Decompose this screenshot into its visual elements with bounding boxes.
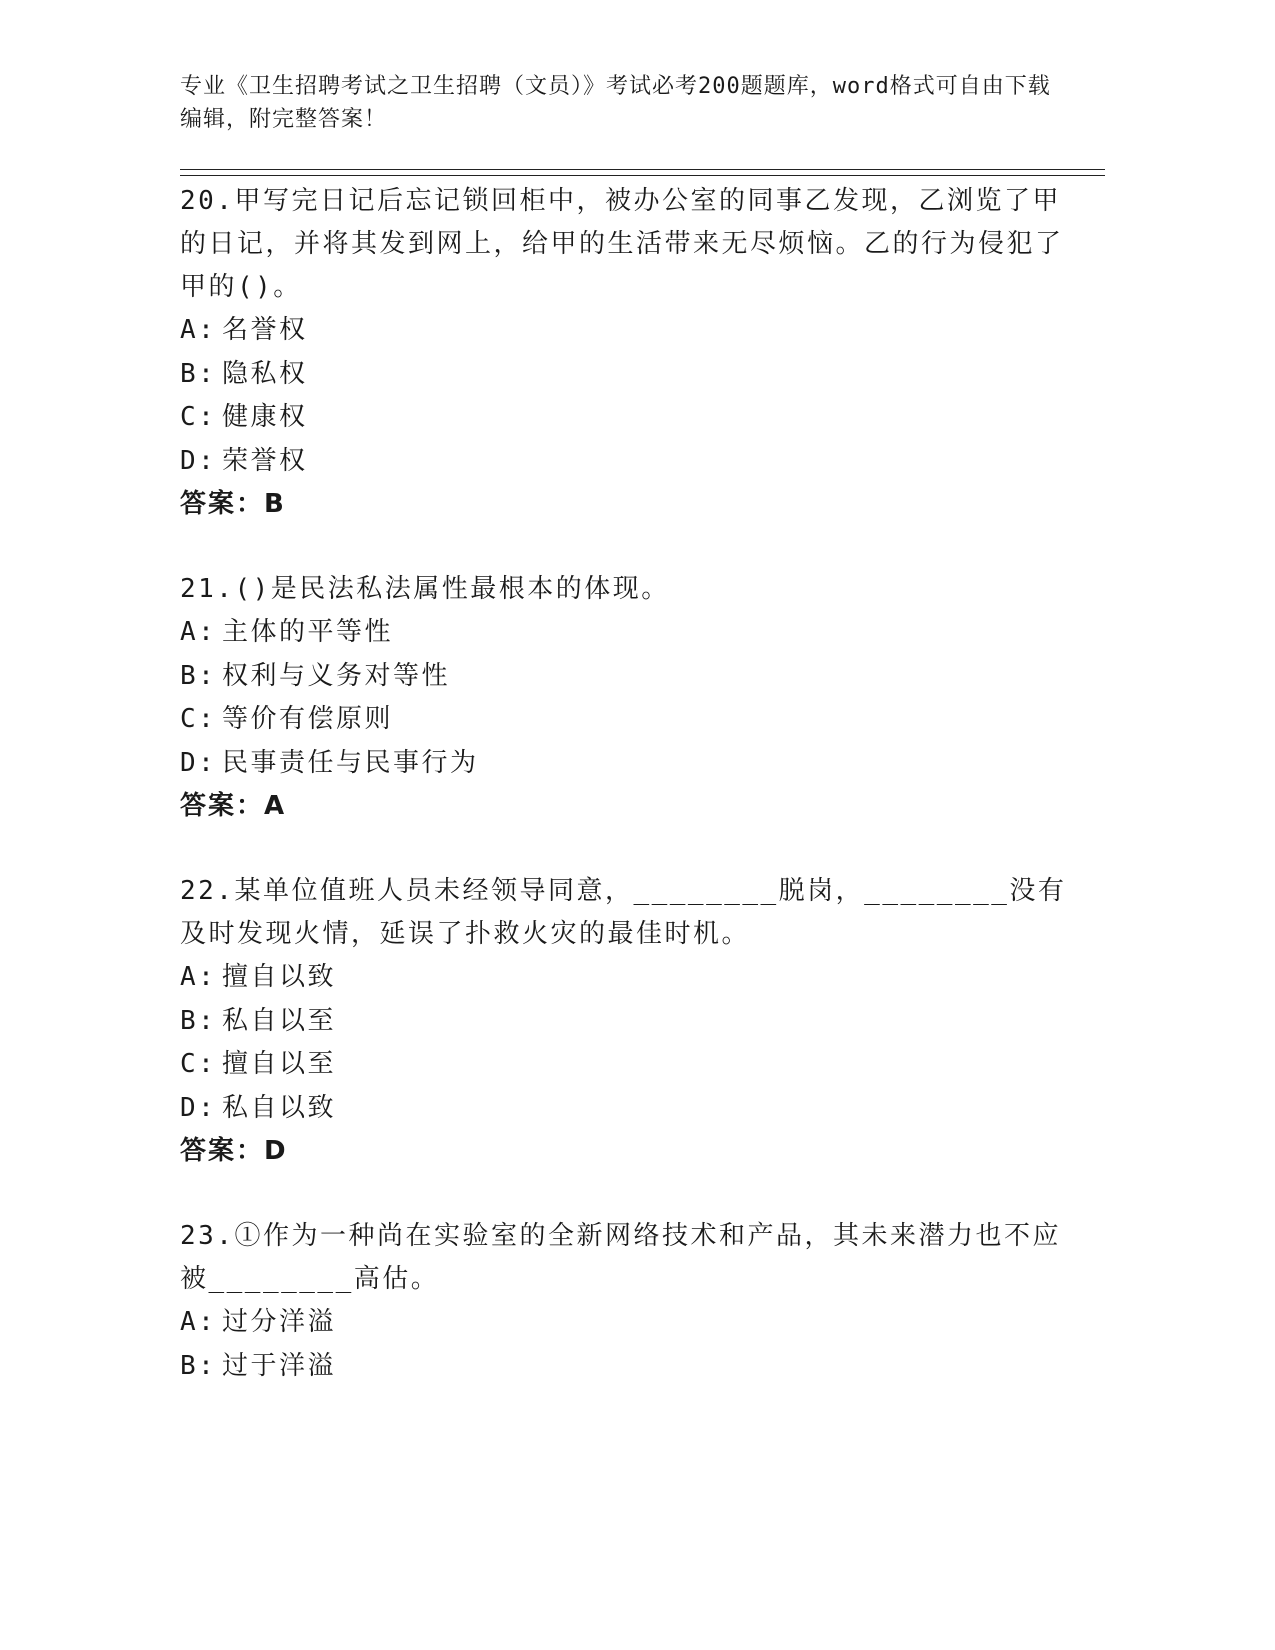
question-stem: 23.①作为一种尚在实验室的全新网络技术和产品，其未来潜力也不应被________高估。 xyxy=(180,1221,1061,1294)
option-a xyxy=(180,309,1080,353)
option-text: 过于洋溢 xyxy=(222,1350,337,1381)
option-b xyxy=(180,1345,1080,1389)
header-rule-bottom xyxy=(180,175,1105,176)
option-d xyxy=(180,440,1080,484)
option-letter: B: xyxy=(180,660,217,691)
answer-label: 答案：A xyxy=(180,791,287,821)
question-list xyxy=(180,180,1080,1430)
option-a xyxy=(180,1301,1080,1345)
question-stem: 21.()是民法私法属性最根本的体现。 xyxy=(180,574,670,604)
option-text: 私自以至 xyxy=(222,1005,337,1036)
option-text: 民事责任与民事行为 xyxy=(222,747,479,778)
option-text: 私自以致 xyxy=(222,1092,337,1123)
option-letter: A: xyxy=(180,962,217,992)
option-c xyxy=(180,396,1080,440)
option-letter: B: xyxy=(180,1005,217,1036)
option-text: 等价有偿原则 xyxy=(222,704,394,734)
option-letter: B: xyxy=(180,358,217,389)
option-text: 名誉权 xyxy=(222,315,308,345)
option-text: 过分洋溢 xyxy=(222,1307,337,1337)
option-d xyxy=(180,1087,1080,1131)
question-20 xyxy=(180,180,1080,526)
option-text: 擅自以至 xyxy=(222,1049,337,1079)
option-letter: C: xyxy=(180,402,217,432)
answer-label: 答案：B xyxy=(180,489,286,519)
option-letter: A: xyxy=(180,1307,217,1337)
option-text: 隐私权 xyxy=(222,358,308,389)
option-b xyxy=(180,1000,1080,1044)
option-a xyxy=(180,611,1080,655)
option-c xyxy=(180,1043,1080,1087)
option-letter: D: xyxy=(180,1092,217,1123)
question-22 xyxy=(180,870,1080,1173)
option-letter: A: xyxy=(180,315,217,345)
option-letter: D: xyxy=(180,747,217,778)
option-text: 主体的平等性 xyxy=(222,617,394,647)
option-letter: C: xyxy=(180,1049,217,1079)
option-text: 荣誉权 xyxy=(222,445,308,476)
question-stem: 20.甲写完日记后忘记锁回柜中，被办公室的同事乙发现，乙浏览了甲的日记，并将其发到网上，给甲的生活带来无尽烦恼。乙的行为侵犯了甲的()。 xyxy=(180,186,1064,302)
option-letter: B: xyxy=(180,1350,217,1381)
option-d xyxy=(180,742,1080,786)
option-c xyxy=(180,698,1080,742)
option-letter: A: xyxy=(180,617,217,647)
option-b xyxy=(180,655,1080,699)
option-text: 健康权 xyxy=(222,402,308,432)
option-letter: C: xyxy=(180,704,217,734)
question-23 xyxy=(180,1215,1080,1388)
option-letter: D: xyxy=(180,445,217,476)
question-21 xyxy=(180,568,1080,828)
answer-label: 答案：D xyxy=(180,1136,288,1166)
option-text: 权利与义务对等性 xyxy=(222,660,451,691)
question-stem: 22.某单位值班人员未经领导同意，________脱岗，________没有及时发现火情，延误了扑救火灾的最佳时机。 xyxy=(180,876,1067,949)
option-b xyxy=(180,353,1080,397)
document-header: 专业《卫生招聘考试之卫生招聘（文员）》考试必考200题题库，word格式可自由下载编辑，附完整答案！ xyxy=(180,74,1051,132)
option-a xyxy=(180,956,1080,1000)
header-rule-top xyxy=(180,169,1105,170)
option-text: 擅自以致 xyxy=(222,962,337,992)
